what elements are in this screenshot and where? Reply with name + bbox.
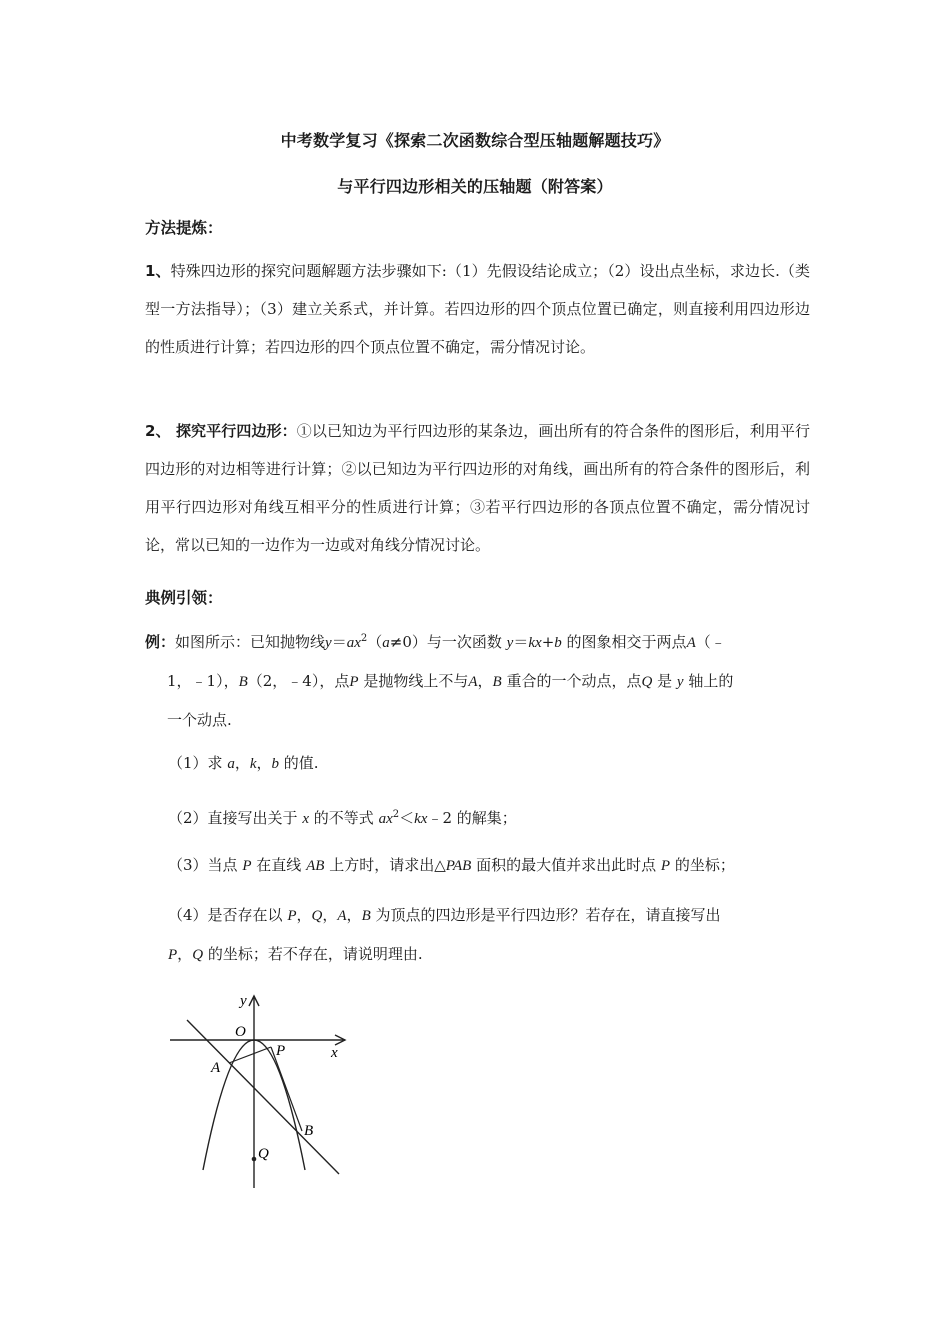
label-y: y <box>240 993 247 1009</box>
document-title: 中考数学复习《探索二次函数综合型压轴题解题技巧》 <box>280 131 670 150</box>
method-point-2 <box>145 412 810 564</box>
method-point-1-label: 1、 <box>145 262 171 280</box>
question-4-text: 为顶点的四边形是平行四边形？若存在，请直接写出 <box>375 906 721 924</box>
label-x: x <box>331 1045 338 1061</box>
question-4: （4）是否存在以 P，Q，A，B 为顶点的四边形是平行四边形？若存在，请直接写出 P，Q 的坐标；若不存在，请说明理由. <box>168 906 721 963</box>
example-text: ，点 <box>319 672 350 690</box>
parabola-figure <box>165 988 355 1193</box>
method-point-1 <box>145 252 810 366</box>
question-2-text: 的解集； <box>456 809 517 827</box>
example-text: 重合的一个动点，点 <box>506 672 642 690</box>
method-point-1-text: 特殊四边形的探究问题解题方法步骤如下:（1）先假设结论成立；（2）设出点坐标，求边长.（类型一方法指导）；（3）建立关系式，并计算。若四边形的四个顶点位置已确定，则直接利用四边形边的性质进行计算；若四边形的四个顶点位置不确定，需分情况讨论。 <box>145 262 810 356</box>
method-heading: 方法提炼： <box>145 219 223 237</box>
segment-pa <box>229 1047 271 1063</box>
question-4-text: （4）是否存在以 <box>168 906 283 924</box>
question-3-text: 上方时，请求出△ <box>329 856 446 874</box>
point-q <box>252 1157 257 1162</box>
example-text: 轴上的 <box>688 672 734 690</box>
segment-pb <box>271 1047 302 1131</box>
question-3-text: （3）当点 <box>168 856 238 874</box>
question-2-text: 的不等式 <box>313 809 374 827</box>
label-q: Q <box>258 1146 269 1162</box>
label-o: O <box>235 1024 246 1040</box>
example-statement: 例：如图所示：已知抛物线$y=ax^2(a\ne 0)$与一次函数 y＝kx+b 的图象相交于两点A（﹣ 1，﹣1），B（2，﹣4），点P 是抛物线上不与A，B 重合的一个动点，点Q 是 y 轴上的 一个动点. <box>145 620 810 739</box>
example-heading: 典例引领： <box>145 589 223 607</box>
method-point-2-label: 2、 探究平行四边形： <box>145 422 297 440</box>
question-2-text: （2）直接写出关于 <box>168 809 298 827</box>
document-subtitle: 与平行四边形相关的压轴题（附答案） <box>337 177 613 196</box>
question-1: （1）求 a，k，b 的值. <box>168 754 319 772</box>
method-point-2-text: ①以已知边为平行四边形的某条边，画出所有的符合条件的图形后，利用平行四边形的对边相等进行计算；②以已知边为平行四边形的对角线，画出所有的符合条件的图形后，利用平行四边形对角线互相平分的性质进行计算；③若平行四边形的各顶点位置不确定，需分情况讨论，常以已知的一边作为一边或对角线分情况讨论。 <box>145 422 810 554</box>
question-4-text: 的坐标；若不存在，请说明理由. <box>207 945 423 963</box>
question-3: （3）当点 P 在直线 AB 上方时，请求出△PAB 面积的最大值并求出此时点 P 的坐标； <box>168 856 735 874</box>
question-3-text: 在直线 <box>256 856 302 874</box>
question-3-text: 面积的最大值并求出此时点 <box>476 856 657 874</box>
example-text: 一个动点. <box>167 711 232 729</box>
question-2: （2）直接写出关于 x 的不等式 $ax^2<kx﹣2$ 的解集； <box>168 809 517 827</box>
example-label: 例： <box>145 633 176 651</box>
example-text: 如图所示：已知抛物线 <box>175 633 326 651</box>
label-b: B <box>304 1123 314 1139</box>
label-a: A <box>211 1060 221 1076</box>
example-text: 是抛物线上不与 <box>363 672 469 690</box>
example-text: 的图象相交于两点 <box>566 633 687 651</box>
question-3-text: 的坐标； <box>674 856 735 874</box>
label-p: P <box>276 1043 286 1059</box>
